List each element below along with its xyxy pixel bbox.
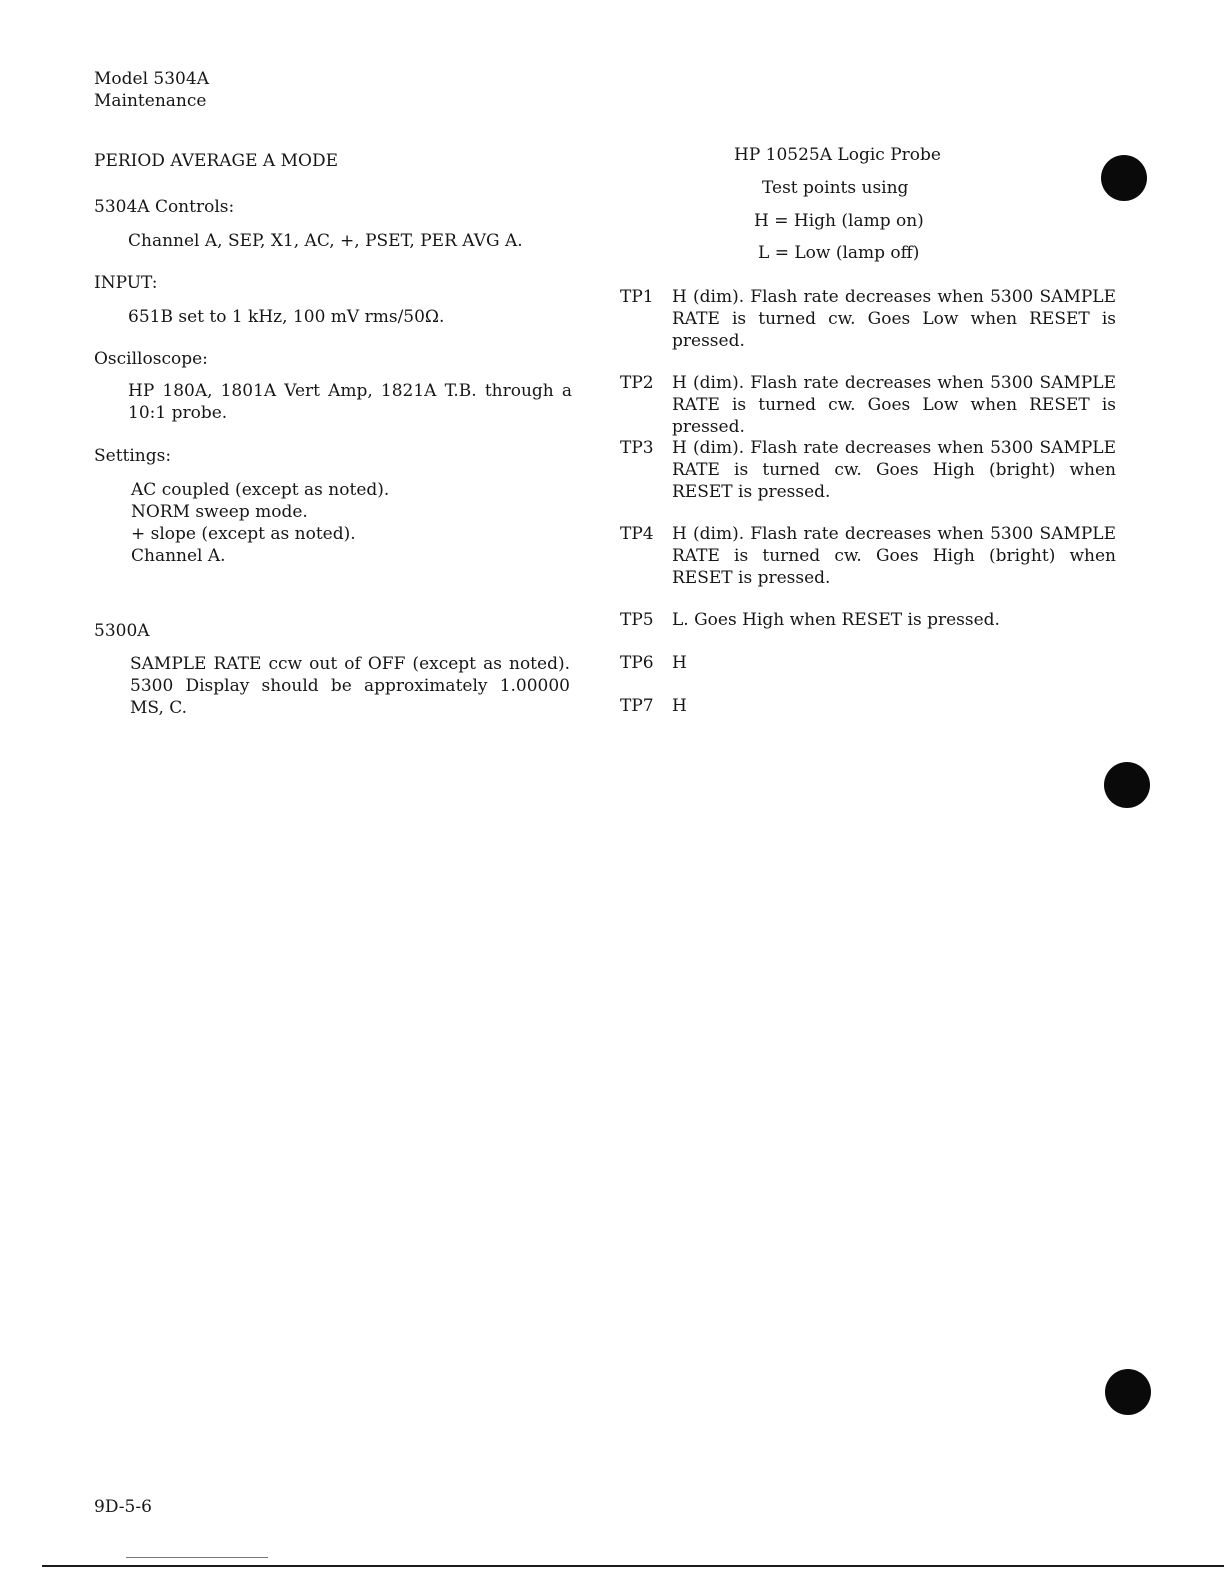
probe-high-legend: H = High (lamp on) <box>754 211 924 231</box>
binder-hole-icon <box>1105 1369 1151 1415</box>
input-label: INPUT: <box>94 273 158 293</box>
test-point-label: TP5 <box>620 610 654 630</box>
settings-item: NORM sweep mode. <box>131 502 308 522</box>
test-point-label: TP4 <box>620 524 654 544</box>
controls-text: Channel A, SEP, X1, AC, +, PSET, PER AVG A. <box>128 231 523 251</box>
counter-label: 5300A <box>94 621 150 641</box>
settings-item: + slope (except as noted). <box>131 524 356 544</box>
test-point-text: L. Goes High when RESET is pressed. <box>672 610 1000 630</box>
input-text: 651B set to 1 kHz, 100 mV rms/50Ω. <box>128 307 445 327</box>
footer-rule <box>42 1565 1224 1567</box>
settings-item: Channel A. <box>131 546 226 566</box>
test-point-text: H (dim). Flash rate decreases when 5300 SAMPLE RATE is turned cw. Goes Low when RESET is pressed. <box>672 287 1116 351</box>
test-point-text: H (dim). Flash rate decreases when 5300 SAMPLE RATE is turned cw. Goes Low when RESET is pressed. <box>672 373 1116 437</box>
footer-short-rule <box>126 1557 268 1558</box>
test-point-label: TP3 <box>620 438 654 458</box>
test-point-label: TP2 <box>620 373 654 393</box>
binder-hole-icon <box>1101 155 1147 201</box>
controls-label: 5304A Controls: <box>94 197 235 217</box>
probe-title: HP 10525A Logic Probe <box>734 145 941 165</box>
settings-label: Settings: <box>94 446 172 466</box>
model-label: Model 5304A <box>94 69 209 89</box>
section-label: Maintenance <box>94 91 207 111</box>
settings-list <box>131 479 575 567</box>
test-point-label: TP7 <box>620 696 654 716</box>
mode-title: PERIOD AVERAGE A MODE <box>94 151 338 171</box>
page-number: 9D-5-6 <box>94 1497 152 1517</box>
test-point-text: H (dim). Flash rate decreases when 5300 SAMPLE RATE is turned cw. Goes High (bright) when RESET is pressed. <box>672 438 1116 502</box>
test-point-text: H <box>672 696 687 716</box>
test-point-label: TP6 <box>620 653 654 673</box>
settings-item: AC coupled (except as noted). <box>131 480 390 500</box>
test-point-label: TP1 <box>620 287 654 307</box>
test-point-text: H (dim). Flash rate decreases when 5300 SAMPLE RATE is turned cw. Goes High (bright) when RESET is pressed. <box>672 524 1116 588</box>
test-point-text: H <box>672 653 687 673</box>
counter-text: SAMPLE RATE ccw out of OFF (except as noted). 5300 Display should be approximately 1.00000 MS, C. <box>130 654 570 718</box>
probe-subtitle: Test points using <box>762 178 909 198</box>
page-header <box>94 68 209 112</box>
binder-hole-icon <box>1104 762 1150 808</box>
oscilloscope-text: HP 180A, 1801A Vert Amp, 1821A T.B. through a 10:1 probe. <box>128 381 572 423</box>
probe-low-legend: L = Low (lamp off) <box>758 243 920 263</box>
oscilloscope-label: Oscilloscope: <box>94 349 208 369</box>
